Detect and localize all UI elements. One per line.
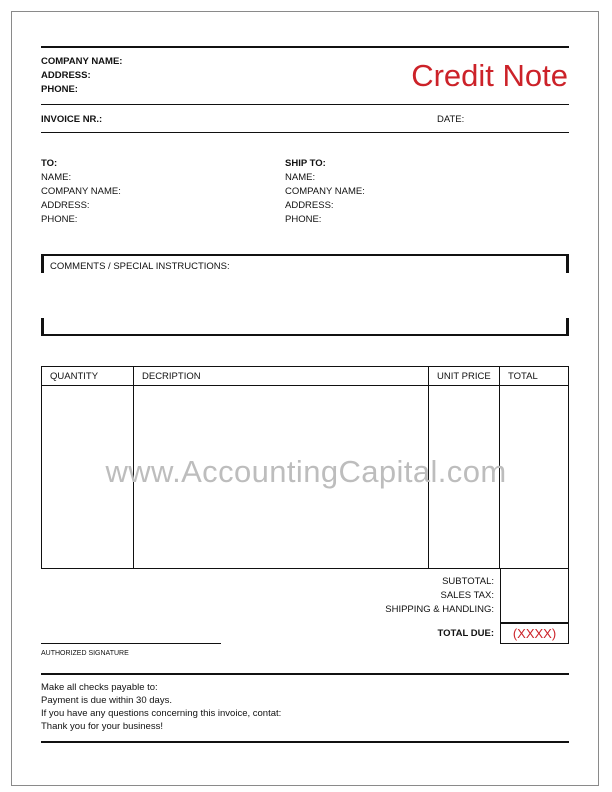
comments-right-top-tick <box>566 254 569 273</box>
footer-bottom-rule <box>41 741 569 743</box>
footer-line-3: If you have any questions concerning this invoice, contat: <box>41 708 282 719</box>
date-label: DATE: <box>437 114 465 125</box>
document-title: Credit Note <box>411 58 568 93</box>
header-rule <box>41 104 569 105</box>
totals-divider <box>500 622 569 624</box>
to-address: ADDRESS: <box>41 200 90 211</box>
invoice-rule <box>41 132 569 133</box>
ship-to-heading: SHIP TO: <box>285 158 326 169</box>
footer-line-1: Make all checks payable to: <box>41 682 158 693</box>
to-name: NAME: <box>41 172 72 183</box>
ship-to-company: COMPANY NAME: <box>285 186 365 197</box>
column-header-quantity: QUANTITY <box>42 367 134 386</box>
column-header-description: DECRIPTION <box>134 367 429 386</box>
table-header-row <box>42 367 569 386</box>
top-rule <box>41 46 569 48</box>
sales-tax-label: SALES TAX: <box>440 590 494 601</box>
footer-line-4: Thank you for your business! <box>41 721 163 732</box>
total-due-value: (XXXX) <box>512 626 557 641</box>
ship-to-name: NAME: <box>285 172 316 183</box>
comments-left-top-tick <box>41 254 44 273</box>
company-name-label: COMPANY NAME: <box>41 56 123 67</box>
comments-top-rule <box>41 254 569 256</box>
comments-bottom-rule <box>41 334 569 336</box>
footer-line-2: Payment is due within 30 days. <box>41 695 172 706</box>
to-heading: TO: <box>41 158 58 169</box>
shipping-label: SHIPPING & HANDLING: <box>385 604 494 615</box>
invoice-number-label: INVOICE NR.: <box>41 114 103 125</box>
footer-top-rule <box>41 673 569 675</box>
phone-label: PHONE: <box>41 84 78 95</box>
comments-label: COMMENTS / SPECIAL INSTRUCTIONS: <box>50 261 230 272</box>
ship-to-phone: PHONE: <box>285 214 322 225</box>
address-label: ADDRESS: <box>41 70 91 81</box>
subtotal-label: SUBTOTAL: <box>442 576 494 587</box>
column-header-unit-price: UNIT PRICE <box>429 367 500 386</box>
ship-to-address: ADDRESS: <box>285 200 334 211</box>
signature-label: AUTHORIZED SIGNATURE <box>41 650 129 657</box>
watermark-text: www.AccountingCapital.com <box>105 454 507 489</box>
to-phone: PHONE: <box>41 214 78 225</box>
signature-line <box>41 643 221 644</box>
total-due-label: TOTAL DUE: <box>437 628 494 639</box>
column-header-total: TOTAL <box>500 367 569 386</box>
to-company: COMPANY NAME: <box>41 186 121 197</box>
comments-area[interactable] <box>44 275 566 317</box>
